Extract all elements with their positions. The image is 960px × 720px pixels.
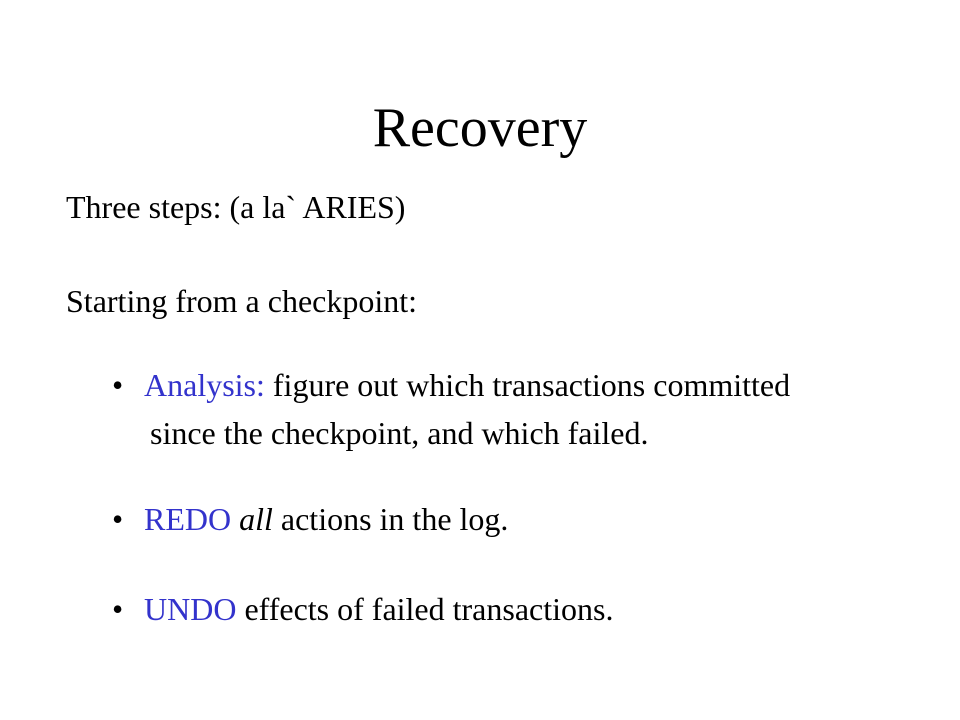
bullet-text-undo: effects of failed transactions. xyxy=(236,591,614,627)
bullet-analysis xyxy=(112,366,790,404)
bullet-keyword-undo: UNDO xyxy=(144,591,237,627)
bullet-text-analysis: figure out which transactions committed xyxy=(264,367,791,403)
slide-title: Recovery xyxy=(372,97,588,159)
bullet-redo xyxy=(112,500,508,538)
bullet-text-redo: actions in the log. xyxy=(272,501,509,537)
bullet-icon: • xyxy=(112,591,124,627)
bullet-icon: • xyxy=(112,367,124,403)
bullet-keyword-analysis: Analysis: xyxy=(144,367,265,403)
intro-line: Three steps: (a la` ARIES) xyxy=(66,189,406,225)
bullet-keyword-redo: REDO xyxy=(144,501,232,537)
bullet-undo xyxy=(112,590,613,628)
bullet-emphasis-all: all xyxy=(239,501,273,537)
bullet-analysis-continuation: since the checkpoint, and which failed. xyxy=(150,415,649,451)
checkpoint-line: Starting from a checkpoint: xyxy=(66,283,418,319)
bullet-icon: • xyxy=(112,501,124,537)
